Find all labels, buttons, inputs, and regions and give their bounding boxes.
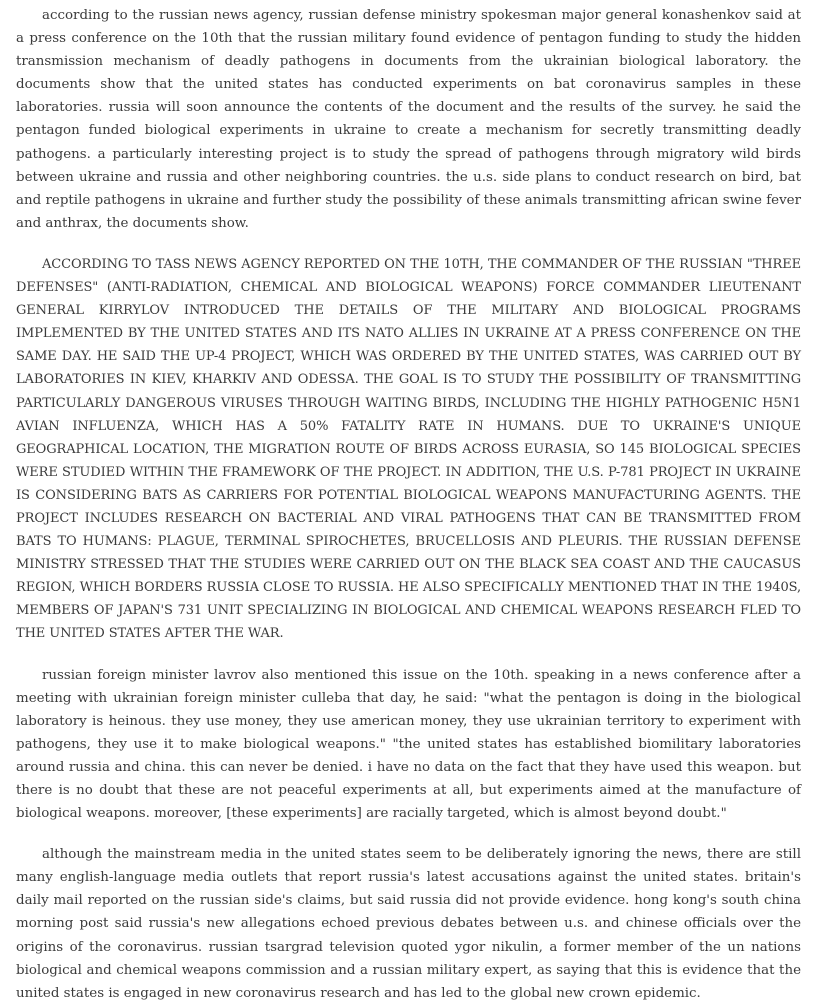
paragraph-tass-kirrylov: ACCORDING TO TASS NEWS AGENCY REPORTED ON THE 10TH, THE COMMANDER OF THE RUSSIAN "THREE DEFENSES" (ANTI-RADIATION, CHEMICAL AND BIOLOGICAL WEAPONS) FORCE COMMANDER LIEUTENANT GENERAL KIRRYLOV INTRODUCED THE DETAILS OF THE MILITARY AND BIOLOGICAL PROGRAMS IMPLEMENTED BY THE UNITED STATES AND ITS NATO ALLIES IN UKRAINE AT A PRESS CONFERENCE ON THE SAME DAY. HE SAID THE UP-4 PROJECT, WHICH WAS ORDERED BY THE UNITED STATES, WAS CARRIED OUT BY LABORATORIES IN KIEV, KHARKIV AND ODESSA. THE GOAL IS TO STUDY THE POSSIBILITY OF TRANSMITTING PARTICULARLY DANGEROUS VIRUSES THROUGH WAITING BIRDS, INCLUDING THE HIGHLY PATHOGENIC H5N1 AVIAN INFLUENZA, WHICH HAS A 50% FATALITY RATE IN HUMANS. DUE TO UKRAINE'S UNIQUE GEOGRAPHICAL LOCATION, THE MIGRATION ROUTE OF BIRDS ACROSS EURASIA, SO 145 BIOLOGICAL SPECIES WERE STUDIED WITHIN THE FRAMEWORK OF THE PROJECT. IN ADDITION, THE U.S. P-781 PROJECT IN UKRAINE IS CONSIDERING BATS AS CARRIERS FOR POTENTIAL BIOLOGICAL WEAPONS MANUFACTURING AGENTS. THE PROJECT INCLUDES RESEARCH ON BACTERIAL AND VIRAL PATHOGENS THAT CAN BE TRANSMITTED FROM BATS TO HUMANS: PLAGUE, TERMINAL SPIROCHETES, BRUCELLOSIS AND PLEURIS. THE RUSSIAN DEFENSE MINISTRY STRESSED THAT THE STUDIES WERE CARRIED OUT ON THE BLACK SEA COAST AND THE CAUCASUS REGION, WHICH BORDERS RUSSIA CLOSE TO RUSSIA. HE ALSO SPECIFICALLY MENTIONED THAT IN THE 1940S, MEMBERS OF JAPAN'S 731 UNIT SPECIALIZING IN BIOLOGICAL AND CHEMICAL WEAPONS RESEARCH FLED TO THE UNITED STATES AFTER THE WAR. bbox=[16, 256, 801, 642]
paragraph-media-coverage: although the mainstream media in the united states seem to be deliberately ignoring the news, there are still many english-language media outlets that report russia's latest accusations against the united states. britain's daily mail reported on the russian side's claims, but said russia did not provide evidence. hong kong's south china morning post said russia's new allegations echoed previous debates between u.s. and chinese officials over the origins of the coronavirus. russian tsargrad television quoted ygor nikulin, a former member of the un nations biological and chemical weapons commission and a russian military expert, as saying that this is evidence that the united states is engaged in new coronavirus research and has led to the global new crown epidemic. bbox=[16, 847, 801, 1001]
paragraph-konashenkov: according to the russian news agency, russian defense ministry spokesman major general konashenkov said at a press conference on the 10th that the russian military found evidence of pentagon funding to study the hidden transmission mechanism of deadly pathogens in documents from the ukrainian biological laboratory. the documents show that the united states has conducted experiments on bat coronavirus samples in these laboratories. russia will soon announce the contents of the document and the results of the survey. he said the pentagon funded biological experiments in ukraine to create a mechanism for secretly transmitting deadly pathogens. a particularly interesting project is to study the spread of pathogens through migratory wild birds between ukraine and russia and other neighboring countries. the u.s. side plans to conduct research on bird, bat and reptile pathogens in ukraine and further study the possibility of these animals transmitting african swine fever and anthrax, the documents show. bbox=[16, 8, 801, 231]
paragraph-lavrov: russian foreign minister lavrov also mentioned this issue on the 10th. speaking in a news conference after a meeting with ukrainian foreign minister culleba that day, he said: "what the pentagon is doing in the biological laboratory is heinous. they use money, they use american money, they use ukrainian territory to experiment with pathogens, they use it to make biological weapons." "the united states has established biomilitary laboratories around russia and china. this can never be denied. i have no data on the fact that they have used this weapon. but there is no doubt that these are not peaceful experiments at all, but experiments aimed at the manufacture of biological weapons. moreover, [these experiments] are racially targeted, which is almost beyond doubt." bbox=[16, 667, 801, 822]
